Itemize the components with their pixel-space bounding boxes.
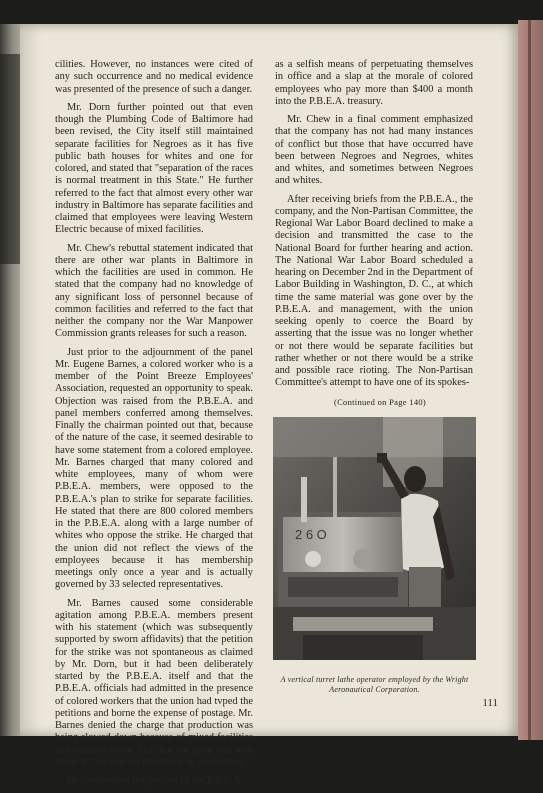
left-paragraph-6: He condemned the postion of the P.B.E.A. (67, 775, 244, 786)
right-column (275, 59, 473, 414)
svg-text:2 6 O: 2 6 O (295, 527, 327, 542)
left-paragraph-5: Mr. Barnes caused some considerable agitation among P.B.E.A. members present with his statement (which was subsequently supported by sworn affidavits) that the petition for the strike was not spontaneous as claimed by Mr. Dorn, but it had been deliberately started by the P.B.E.A. itself and that the P.B.E.A. officials had admitted in the presence of colored workers that the union had tvped the petitions and borne the expense of postage. Mr. Barnes denied the charge that production was being slowed down because of mixed facilities and referred to the fact that the plant had won three "E" awards for efficiency in production. (55, 597, 253, 768)
left-paragraph-1: cilities. However, no instances were cited of any such occurrence and no medical evidence was presented of the presence of such a danger. (55, 59, 253, 95)
book-page-edges (518, 20, 543, 740)
left-paragraph-2: Mr. Dorn further pointed out that even though the Plumbing Code of Baltimore had been revised, the City itself still maintained separate facilities for Negroes as it has five public bath houses for whites and one for colored, and stated that "separation of the races is normal treatment in this State." He further referred to the fact that almost every other war industry in Baltimore has separate facilities and claimed that employees were leaving Western Electric because of mixed facilities. (55, 101, 253, 236)
page-number: 111 (482, 697, 498, 709)
left-paragraph-3: Mr. Chew's rebuttal statement indicated that there are other war plants in Baltimore in which the facilities are used in common. He stated that the company had no knowledge of any significant loss of personnel because of common facilities and referred to the fact that neither the company nor the War Manpower Commission grants releases for such a reason. (55, 242, 253, 340)
photo-caption: A vertical turret lathe operator employed by the Wright Aeronautical Corporation. (280, 675, 469, 694)
continued-note: (Continued on Page 140) (333, 396, 427, 407)
left-column (55, 59, 253, 793)
magazine-page (20, 24, 518, 786)
right-paragraph-3: After receiving briefs from the P.B.E.A., the company, and the Non-Partisan Committee, the Regional War Labor Board declined to make a decision and transmitted the case to the National Board for further hearing and action. The National War Labor Board scheduled a hearing on December 2nd in the Department of Labor Building in Washington, D. C., at which time the same material was gone over by the P.B.E.A. and management, with the union seeking openly to coerce the Board by asserting that the issue was no longer whether or not there would be separate facilities but rather whether or not there would be a strike and possible race rioting. The Non-Partisan Committee's attempt to have one of its spokes- (275, 193, 473, 389)
right-paragraph-2: Mr. Chew in a final comment emphasized that the company has not had many instances of conflict but those that have occurred have been between Negroes and Negroes, whites and whites, and sometimes between Negroes and whites. (275, 114, 473, 187)
right-paragraph-1: as a selfish means of perpetuating themselves in office and a slap at the morale of colored employees who pay more than $400 a month into the P.B.E.A. treasury. (275, 59, 473, 107)
photo-illustration (273, 417, 476, 660)
previous-page-edge (0, 24, 20, 736)
previous-page-photo-edge (0, 54, 20, 264)
lathe-operator-photo (273, 417, 476, 660)
left-paragraph-4: Just prior to the adjournment of the panel Mr. Eugene Barnes, a colored worker who is a member of the Point Breeze Employees' Association, requested an opportunity to speak. Objection was raised from the P.B.E.A. and panel members conferred among themselves. Finally the chairman pointed out that, because of the nature of the case, it seemed desirable to have some statement from a colored employee. Mr. Barnes charged that many colored and white employees, many of whom were P.B.E.A. members, were opposed to the P.B.E.A.'s plan to strike for separate facilities. He stated that there are 800 colored members in the P.B.E.A. along with a large number of whites who oppose the strike. He charged that the union did not reflect the views of the employees because it has membership meetings only once a year and is actually governed by 33 selected representatives. (55, 346, 253, 591)
